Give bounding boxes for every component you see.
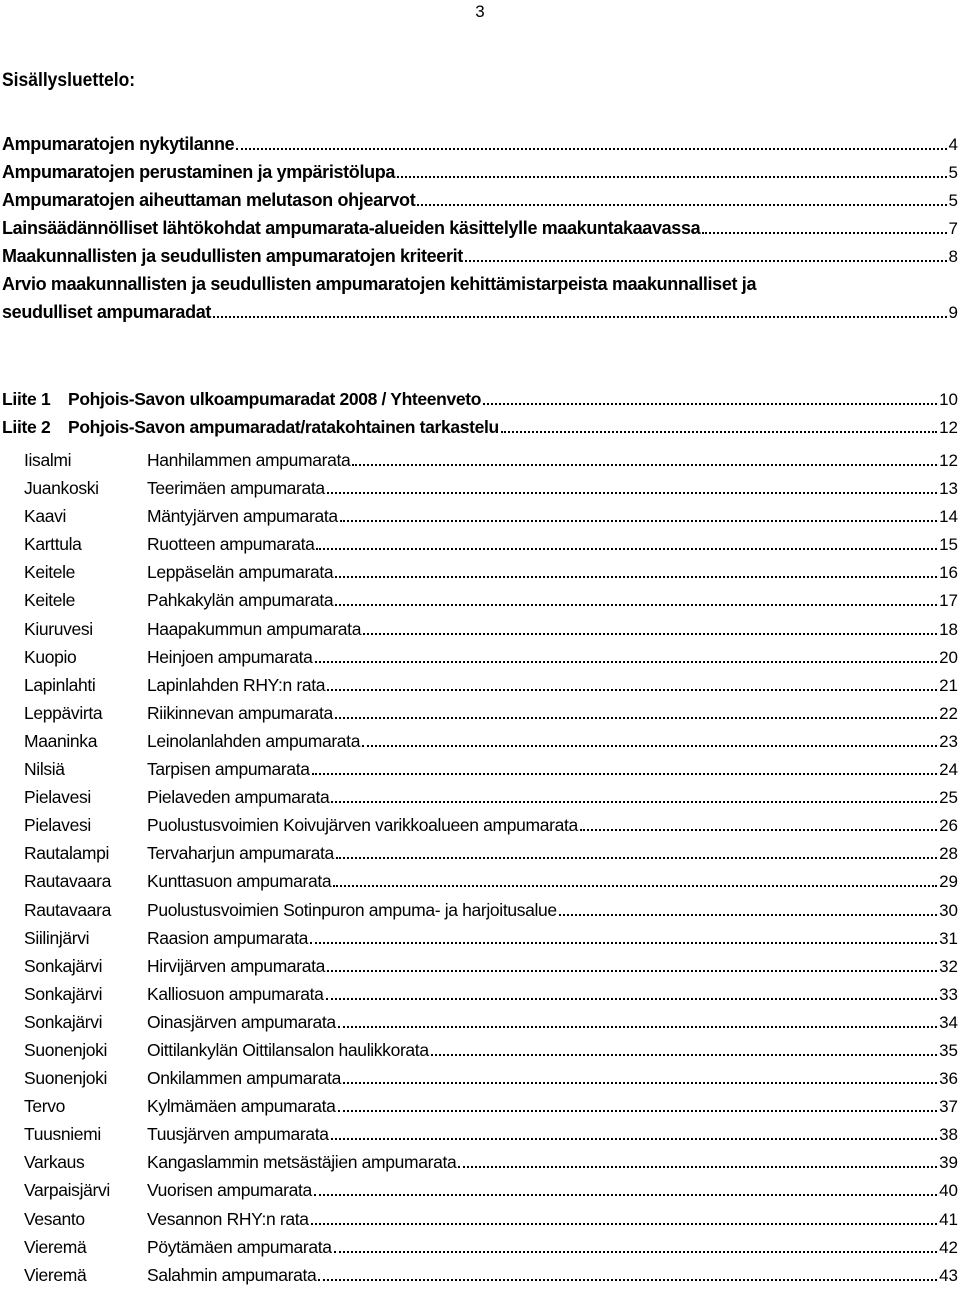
dot-leader [336,857,937,859]
range-page: 17 [939,591,958,611]
range-page: 14 [939,507,958,527]
dot-leader [310,942,937,944]
dot-leader [501,431,937,433]
range-municipality: Tervo [24,1096,66,1117]
range-entry[interactable] [24,474,958,502]
range-title: Onkilammen ampumarata [147,1068,341,1089]
dot-leader [315,661,938,663]
range-title: Vesannon RHY:n rata [147,1208,309,1229]
range-title: Lapinlahden RHY:n rata [147,674,326,695]
range-municipality: Varkaus [24,1152,85,1173]
toc-entry-page: 4 [948,135,958,154]
range-page: 38 [939,1125,958,1145]
range-entry[interactable] [24,699,958,727]
range-page: 18 [939,619,958,639]
range-entry[interactable] [24,839,958,867]
toc-entry[interactable] [2,242,958,270]
appendix-title: Pohjois-Savon ampumaradat/ratakohtainen tarkastelu [68,417,499,437]
range-title: Pahkakylän ampumarata [147,590,334,611]
range-municipality: Rautavaara [24,899,111,920]
range-municipality: Keitele [24,590,76,611]
range-entry[interactable] [24,1120,958,1148]
appendix-page: 10 [939,390,958,409]
appendix-label: Liite 1 [2,389,51,409]
range-municipality: Pielavesi [24,815,91,836]
range-page: 37 [939,1097,958,1117]
range-title: Pielaveden ampumarata [147,787,330,808]
dot-leader [335,717,937,719]
dot-leader [458,1166,937,1168]
range-municipality: Sonkajärvi [24,983,103,1004]
dot-leader [318,1279,937,1281]
dot-leader [312,773,937,775]
range-page: 25 [939,788,958,808]
dot-leader [465,260,947,262]
range-entry[interactable] [24,1176,958,1204]
range-page: 21 [939,675,958,695]
range-title: Vuorisen ampumarata [147,1180,312,1201]
range-municipality: Sonkajärvi [24,955,103,976]
range-list [24,446,958,1289]
range-title: Ruotteen ampumarata [147,534,315,555]
range-title: Kangaslammin metsästäjien ampumarata [147,1152,457,1173]
toc-entry-title: Ampumaratojen aiheuttaman melutason ohjearvot [2,190,416,210]
range-page: 23 [939,731,958,751]
range-municipality: Varpaisjärvi [24,1180,110,1201]
range-title: Riikinnevan ampumarata [147,702,333,723]
range-municipality: Maaninka [24,730,98,751]
range-entry[interactable] [24,1233,958,1261]
range-title: Leinolanlahden ampumarata [147,730,361,751]
range-entry[interactable] [24,671,958,699]
range-entry[interactable] [24,502,958,530]
range-page: 15 [939,535,958,555]
range-page: 16 [939,563,958,583]
range-title: Pöytämäen ampumarata [147,1236,332,1257]
range-municipality: Nilsiä [24,759,65,780]
range-title: Teerimäen ampumarata [147,478,325,499]
toc-entry-page: 7 [948,219,958,238]
dot-leader [338,1026,937,1028]
dot-leader [326,998,938,1000]
range-entry[interactable] [24,924,958,952]
range-entry[interactable] [24,1008,958,1036]
dot-leader [363,633,937,635]
range-entry[interactable] [24,1148,958,1176]
range-municipality: Vieremä [24,1236,87,1257]
range-entry[interactable] [24,811,958,839]
dot-leader [334,1251,937,1253]
range-page: 39 [939,1153,958,1173]
range-municipality: Pielavesi [24,787,91,808]
page-number: 3 [475,2,485,21]
toc-entry-wrapped[interactable] [2,298,958,326]
dot-leader [335,576,937,578]
toc-entry-title: seudulliset ampumaradat [2,302,212,322]
toc-appendices [2,385,958,441]
range-entry[interactable] [24,1261,958,1289]
appendix-entry[interactable] [2,385,958,413]
range-page: 20 [939,647,958,667]
range-page: 28 [939,844,958,864]
dot-leader [316,548,937,550]
range-page: 12 [939,451,958,470]
toc-entry-page: 8 [948,247,958,266]
range-title: Leppäselän ampumarata [147,562,334,583]
dot-leader [559,914,937,916]
range-title: Puolustusvoimien Koivujärven varikkoalueen ampumarata [147,815,578,836]
range-title: Salahmin ampumarata [147,1264,317,1285]
dot-leader [327,689,937,691]
range-title: Kalliosuon ampumarata [147,983,324,1004]
range-entry[interactable] [24,952,958,980]
dot-leader [327,492,937,494]
range-entry[interactable] [24,1036,958,1064]
range-page: 36 [939,1069,958,1089]
range-entry[interactable] [24,558,958,586]
range-page: 43 [939,1265,958,1285]
range-entry[interactable] [24,586,958,614]
dot-leader [397,176,946,178]
range-municipality: Siilinjärvi [24,927,90,948]
range-page: 22 [939,703,958,723]
range-municipality: Vesanto [24,1208,85,1229]
range-page: 26 [939,816,958,836]
range-municipality: Juankoski [24,478,99,499]
range-municipality: Sonkajärvi [24,1011,103,1032]
dot-leader [417,204,946,206]
range-title: Tuusjärven ampumarata [147,1124,329,1145]
dot-leader [335,604,937,606]
dot-leader [213,316,947,318]
range-page: 34 [939,1012,958,1032]
dot-leader [236,148,946,150]
dot-leader [340,520,937,522]
toc-heading: Sisällysluettelo: [2,70,136,91]
dot-leader [343,1082,937,1084]
toc-entry[interactable] [2,214,958,242]
range-page: 31 [939,928,958,948]
range-title: Raasion ampumarata [147,927,309,948]
range-municipality: Rautavaara [24,871,111,892]
range-entry[interactable] [24,980,958,1008]
range-entry[interactable] [24,643,958,671]
appendix-page: 12 [939,418,958,437]
toc-entry-title: Ampumaratojen perustaminen ja ympäristölupa [2,162,396,182]
range-entry[interactable] [24,755,958,783]
range-title: Hirvijärven ampumarata [147,955,326,976]
range-entry[interactable] [24,867,958,895]
range-title: Kunttasuon ampumarata [147,871,332,892]
range-entry[interactable] [24,446,958,474]
dot-leader [702,232,946,234]
range-title: Heinjoen ampumarata [147,646,313,667]
toc-entry[interactable] [2,158,958,186]
range-municipality: Suonenjoki [24,1039,108,1060]
toc-entry-page: 9 [948,303,958,322]
toc-main-entries [2,130,958,326]
range-entry[interactable] [24,1092,958,1120]
dot-leader [333,885,937,887]
dot-leader [580,829,937,831]
range-title: Tarpisen ampumarata [147,759,310,780]
range-page: 13 [939,479,958,499]
range-title: Hanhilammen ampumarata [147,450,351,470]
range-title: Oittilankylän Oittilansalon haulikkorata [147,1039,429,1060]
range-municipality: Keitele [24,562,76,583]
range-entry[interactable] [24,727,958,755]
dot-leader [352,464,937,466]
toc-entry-title: Ampumaratojen nykytilanne [2,134,235,154]
toc-entry-wrapped-line1[interactable]: Arvio maakunnallisten ja seudullisten ampumaratojen kehittämistarpeista maakunnalliset ja [2,274,757,294]
toc-entry[interactable] [2,186,958,214]
range-page: 24 [939,760,958,780]
toc-entry-title: Lainsäädännölliset lähtökohdat ampumarata-alueiden käsittelylle maakuntakaavassa [2,218,701,238]
range-municipality: Leppävirta [24,702,103,723]
range-page: 35 [939,1040,958,1060]
range-page: 33 [939,984,958,1004]
range-municipality: Karttula [24,534,82,555]
dot-leader [362,745,937,747]
range-municipality: Kuopio [24,646,77,667]
dot-leader [331,1138,937,1140]
range-entry[interactable] [24,896,958,924]
appendix-title: Pohjois-Savon ulkoampumaradat 2008 / Yhteenveto [68,389,482,409]
toc-entry-page: 5 [948,191,958,210]
dot-leader [311,1223,937,1225]
range-title: Haapakummun ampumarata [147,618,362,639]
range-entry[interactable] [24,615,958,643]
dot-leader [338,1110,938,1112]
range-title: Mäntyjärven ampumarata [147,506,338,527]
range-page: 40 [939,1181,958,1201]
dot-leader [331,801,937,803]
range-title: Tervaharjun ampumarata [147,843,334,864]
range-title: Kylmämäen ampumarata [147,1096,336,1117]
range-entry[interactable] [24,1064,958,1092]
range-municipality: Suonenjoki [24,1068,108,1089]
toc-entry-page: 5 [948,163,958,182]
range-entry[interactable] [24,783,958,811]
range-municipality: Vieremä [24,1264,87,1285]
range-page: 41 [939,1209,958,1229]
range-entry[interactable] [24,1205,958,1233]
toc-entry[interactable] [2,130,958,158]
range-municipality: Rautalampi [24,843,110,864]
dot-leader [314,1194,937,1196]
dot-leader [483,403,937,405]
range-municipality: Iisalmi [24,450,72,470]
range-municipality: Kiuruvesi [24,618,93,639]
toc-entry-title: Maakunnallisten ja seudullisten ampumaratojen kriteerit [2,246,463,266]
range-page: 29 [939,872,958,892]
appendix-label: Liite 2 [2,417,51,437]
range-page: 42 [939,1237,958,1257]
dot-leader [431,1054,937,1056]
range-entry[interactable] [24,530,958,558]
range-municipality: Kaavi [24,506,67,527]
dot-leader [327,970,937,972]
range-page: 30 [939,900,958,920]
appendix-entry[interactable] [2,413,958,441]
range-municipality: Tuusniemi [24,1124,101,1145]
range-title: Puolustusvoimien Sotinpuron ampuma- ja harjoitusalue [147,899,557,920]
range-title: Oinasjärven ampumarata [147,1011,336,1032]
range-page: 32 [939,956,958,976]
range-municipality: Lapinlahti [24,674,96,695]
